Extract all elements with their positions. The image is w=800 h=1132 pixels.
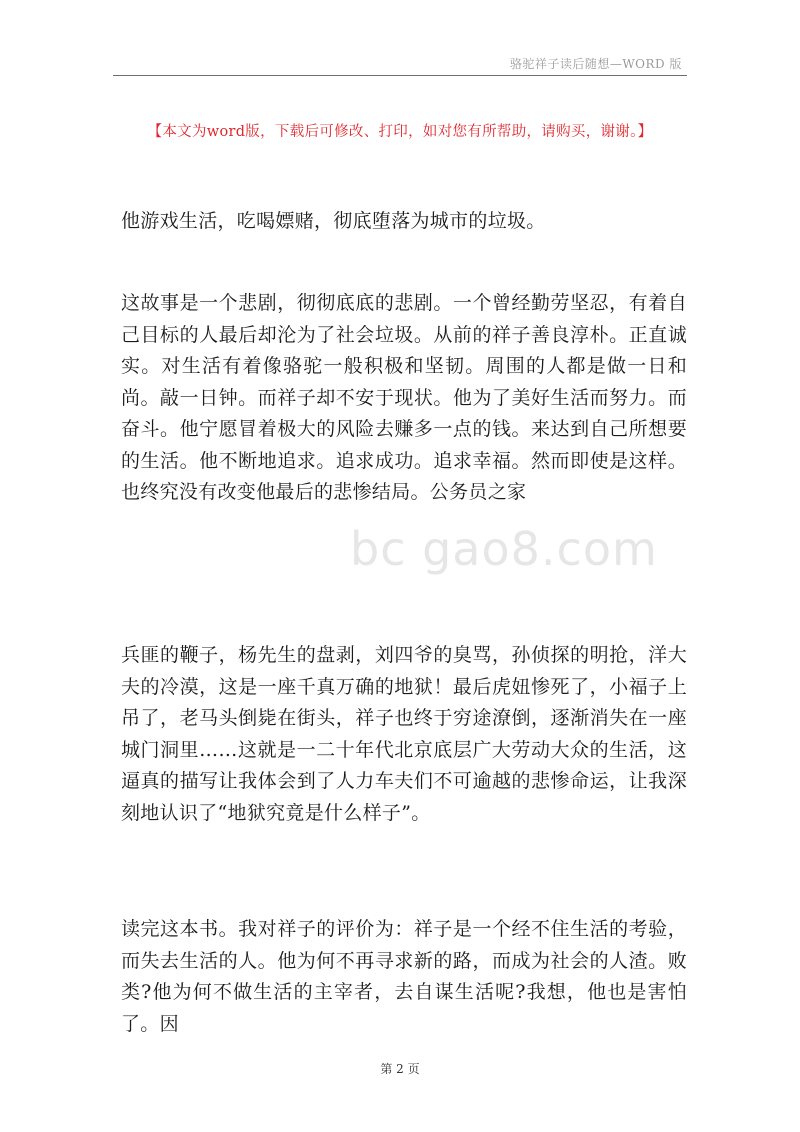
paragraph-2: 这故事是一个悲剧，彻彻底底的悲剧。一个曾经勤劳坚忍，有着自己目标的人最后却沦为了社会垃圾。从前的祥子善良淳朴。正直诚实。对生活有着像骆驼一般积极和坚韧。周围的人都是做一日和尚。敲一日钟。而祥子却不安于现状。他为了美好生活而努力。而奋斗。他宁愿冒着极大的风险去赚多一点的钱。来达到自己所想要的生活。他不断地追求。追求成功。追求幸福。然而即使是这样。也终究没有改变他最后的悲惨结局。公务员之家	[121, 292, 687, 503]
paragraph-3: 兵匪的鞭子，杨先生的盘剥，刘四爷的臭骂，孙侦探的明抢，洋大夫的冷漠，这是一座千真万确的地狱！最后虎妞惨死了，小福子上吊了，老马头倒毙在街头，祥子也终于穷途潦倒，逐渐消失在一座城门洞里……这就是一二十年代北京底层广大劳动大众的生活，这逼真的描写让我体会到了人力车夫们不可逾越的悲惨命运，让我深刻地认识了“地狱究竟是什么样子”。	[121, 644, 687, 824]
download-notice: 【本文为word版，下载后可修改、打印，如对您有所帮助，请购买，谢谢。】	[147, 124, 653, 140]
watermark: bc gao8.com	[350, 522, 658, 576]
paragraph-1: 他游戏生活，吃喝嫖赌，彻底堕落为城市的垃圾。	[121, 210, 546, 232]
header-divider	[113, 75, 687, 76]
paragraph-4: 读完这本书。我对祥子的评价为：祥子是一个经不住生活的考验，而失去生活的人。他为何不再寻求新的路，而成为社会的人渣。败类?他为何不做生活的主宰者，去自谋生活呢?我想，他也是害怕了。因	[121, 918, 687, 1035]
header-title: 骆驼祥子读后随想—WORD 版	[509, 57, 682, 71]
page-number: 第 2 页	[380, 1062, 420, 1076]
